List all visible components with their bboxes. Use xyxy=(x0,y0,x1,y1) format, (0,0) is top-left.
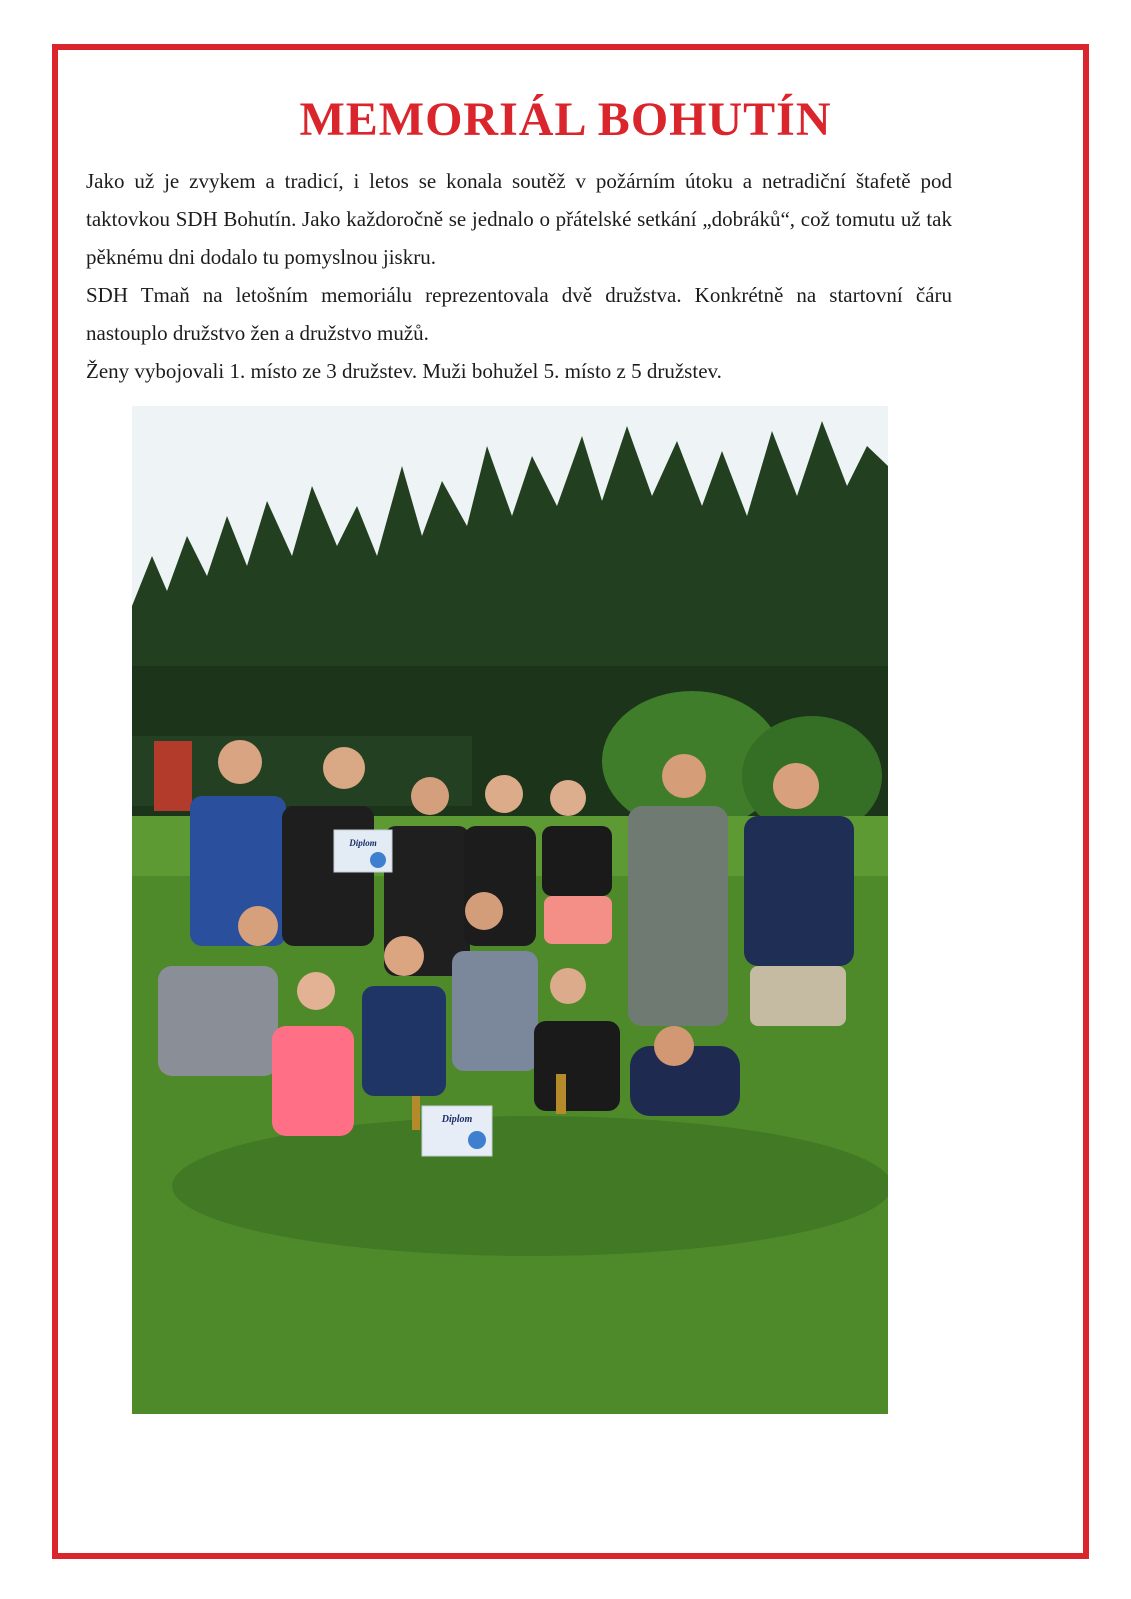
diploma-label: Diplom xyxy=(349,838,377,848)
diploma-back xyxy=(334,830,392,872)
shadow xyxy=(172,1116,888,1256)
playground xyxy=(154,741,192,811)
page-title: MEMORIÁL BOHUTÍN xyxy=(299,93,832,146)
team-photo xyxy=(132,406,888,1414)
trophy xyxy=(556,1074,566,1114)
paragraph-results: Ženy vybojovali 1. místo ze 3 družstev. Muži bohužel 5. místo z 5 družstev. xyxy=(86,359,722,383)
trophy xyxy=(412,1096,420,1130)
paragraph-teams: SDH Tmaň na letošním memoriálu reprezentovala dvě družstva. Konkrétně na startovní čáru nastouplo družstvo žen a družstvo mužů. xyxy=(86,283,952,345)
team-photo-illustration xyxy=(132,406,888,1414)
paragraph-intro: Jako už je zvykem a tradicí, i letos se konala soutěž v požárním útoku a netradiční štafetě pod taktovkou SDH Bohutín. Jako každoročně se jednalo o přátelské setkání „dobráků“, což tomutu už tak pěknému dni dodalo tu pomyslnou jiskru. xyxy=(86,169,952,269)
diploma-label: Diplom xyxy=(441,1114,473,1125)
article-body xyxy=(86,162,952,390)
diploma-front xyxy=(422,1106,492,1156)
